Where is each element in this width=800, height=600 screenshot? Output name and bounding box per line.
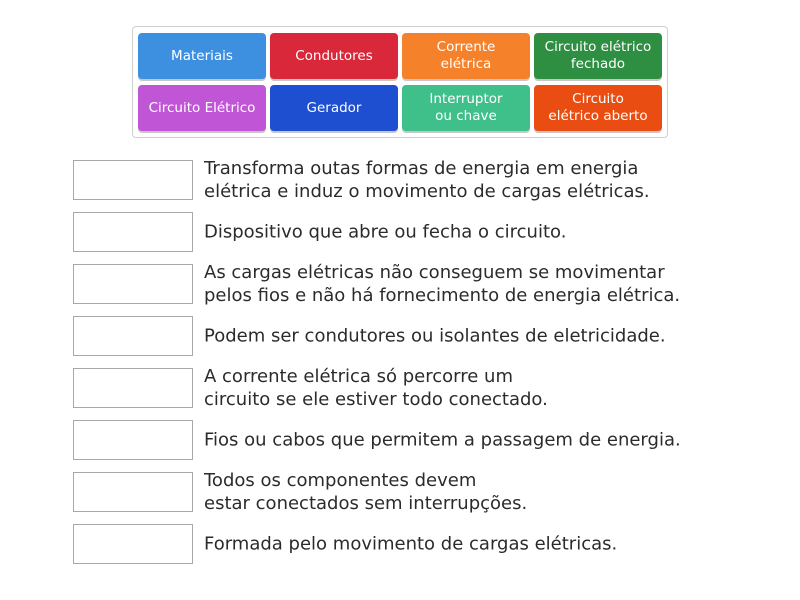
tile-label: Circuito elétrico fechado [544, 39, 652, 72]
tile-circuito-eletrico-fechado[interactable] [534, 33, 662, 79]
match-row [73, 524, 773, 564]
match-row [73, 212, 773, 252]
tile-gerador[interactable] [270, 85, 398, 131]
match-row [73, 264, 773, 304]
tile-corrente-eletrica[interactable] [402, 33, 530, 79]
tile-condutores[interactable] [270, 33, 398, 79]
row-description: Podem ser condutores ou isolantes de eletricidade. [204, 325, 666, 347]
drop-zone[interactable] [73, 420, 193, 460]
tile-label: Interruptor ou chave [429, 91, 503, 124]
match-row [73, 420, 773, 460]
tile-label: Corrente elétrica [436, 39, 496, 72]
drop-zone[interactable] [73, 472, 193, 512]
match-row [73, 316, 773, 356]
drop-zone[interactable] [73, 160, 193, 200]
match-row [73, 368, 773, 408]
tile-label: Circuito Elétrico [148, 99, 256, 116]
drop-zone[interactable] [73, 524, 193, 564]
match-row [73, 472, 773, 512]
drop-zone[interactable] [73, 212, 193, 252]
tile-label: Condutores [295, 47, 373, 64]
tile-label: Circuito elétrico aberto [548, 91, 648, 124]
row-description: Dispositivo que abre ou fecha o circuito. [204, 221, 567, 243]
tile-circuito-eletrico[interactable] [138, 85, 266, 131]
row-description: Formada pelo movimento de cargas elétricas. [204, 533, 618, 555]
row-description: Todos os componentes devem estar conectados sem interrupções. [204, 470, 528, 514]
tile-label: Materiais [171, 47, 233, 64]
tile-interruptor-ou-chave[interactable] [402, 85, 530, 131]
tile-circuito-eletrico-aberto[interactable] [534, 85, 662, 131]
row-description: As cargas elétricas não conseguem se movimentar pelos fios e não há fornecimento de energia elétrica. [204, 262, 681, 306]
drop-zone[interactable] [73, 264, 193, 304]
row-description: Fios ou cabos que permitem a passagem de energia. [204, 429, 681, 451]
tile-label: Gerador [306, 99, 362, 116]
match-row [73, 160, 773, 200]
row-description: Transforma outas formas de energia em energia elétrica e induz o movimento de cargas elétricas. [204, 158, 650, 202]
tile-materiais[interactable] [138, 33, 266, 79]
drop-zone[interactable] [73, 368, 193, 408]
row-description: A corrente elétrica só percorre um circuito se ele estiver todo conectado. [204, 366, 548, 410]
drop-zone[interactable] [73, 316, 193, 356]
